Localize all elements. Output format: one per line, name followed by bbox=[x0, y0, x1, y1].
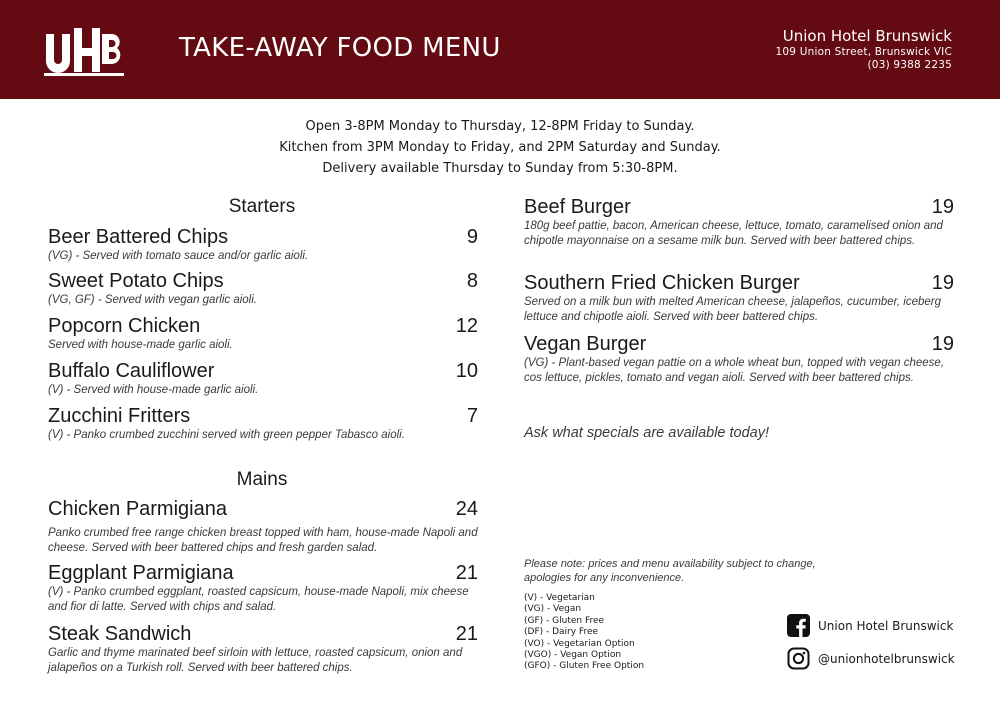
item-description: (VG) - Plant-based vegan pattie on a whole wheat bun, topped with vegan cheese, cos lettuce, pickles, tomato and vegan aioli. Served with beer battered chips. bbox=[524, 357, 945, 384]
item-name: Beer Battered Chips bbox=[48, 226, 229, 248]
mains-heading: Mains bbox=[236, 469, 288, 490]
item-name: Popcorn Chicken bbox=[48, 315, 201, 337]
instagram-icon bbox=[787, 647, 810, 670]
item-description: Served on a milk bun with melted American cheese, jalapeños, cucumber, iceberg lettuce and chipotle aioli. Served with beer battered chips. bbox=[524, 296, 941, 323]
item-price: 19 bbox=[931, 333, 954, 355]
item-description: 180g beef pattie, bacon, American cheese, lettuce, tomato, caramelised onion and chipotle mayonnaise on a sesame milk bun. Served with beer battered chips. bbox=[524, 220, 943, 247]
item-price: 21 bbox=[455, 623, 478, 645]
item-price: 8 bbox=[466, 270, 478, 292]
item-price: 10 bbox=[455, 360, 478, 382]
item-name: Sweet Potato Chips bbox=[48, 270, 224, 292]
venue-info bbox=[776, 26, 952, 72]
item-description: (VG, GF) - Served with vegan garlic aioli. bbox=[48, 294, 257, 306]
item-price: 21 bbox=[455, 562, 478, 584]
legend-item: (V) - Vegetarian bbox=[524, 593, 595, 603]
menu-item bbox=[48, 270, 478, 308]
item-description: (V) - Served with house-made garlic aioli. bbox=[48, 384, 259, 396]
item-name: Zucchini Fritters bbox=[48, 405, 191, 427]
legend-item: (VG) - Vegan bbox=[524, 604, 582, 615]
menu-item bbox=[48, 498, 478, 556]
uhb-logo bbox=[44, 28, 124, 78]
legend-item: (DF) - Dairy Free bbox=[524, 627, 599, 638]
item-description: Garlic and thyme marinated beef sirloin with lettuce, roasted capsicum, onion and jalapeños on a Turkish roll. Served with beer battered chips. bbox=[48, 647, 463, 674]
starters-heading: Starters bbox=[228, 196, 296, 217]
item-description: Panko crumbed free range chicken breast topped with ham, house-made Napoli and cheese. Served with beer battered chips and fresh garden salad. bbox=[48, 527, 478, 554]
item-price: 24 bbox=[455, 498, 478, 520]
price-disclaimer: Please note: prices and menu availability subject to change, apologies for any inconvenience. bbox=[524, 558, 816, 584]
dietary-legend bbox=[524, 593, 644, 673]
specials-note: Ask what specials are available today! bbox=[524, 425, 770, 441]
item-name: Steak Sandwich bbox=[48, 623, 192, 645]
menu-item bbox=[48, 315, 478, 353]
menu-item bbox=[524, 333, 954, 386]
facebook-label: Union Hotel Brunswick bbox=[818, 618, 954, 633]
item-description: (V) - Panko crumbed eggplant, roasted capsicum, house-made Napoli, mix cheese and fior di latte. Served with chips and salad. bbox=[48, 586, 469, 613]
item-name: Eggplant Parmigiana bbox=[48, 562, 234, 584]
menu-item bbox=[48, 226, 478, 264]
header-banner bbox=[0, 0, 1000, 99]
legend-item: (VO) - Vegetarian Option bbox=[524, 638, 635, 649]
venue-address: 109 Union Street, Brunswick VIC bbox=[775, 46, 952, 58]
item-price: 9 bbox=[466, 226, 478, 248]
menu-item bbox=[48, 623, 478, 676]
item-name: Buffalo Cauliflower bbox=[48, 360, 215, 382]
item-description: (VG) - Served with tomato sauce and/or garlic aioli. bbox=[48, 250, 309, 262]
menu-item bbox=[48, 360, 478, 398]
item-name: Beef Burger bbox=[524, 196, 631, 218]
legend-item: (GFO) - Gluten Free Option bbox=[524, 661, 645, 672]
menu-item bbox=[524, 272, 954, 325]
item-description: (V) - Panko crumbed zucchini served with green pepper Tabasco aioli. bbox=[48, 429, 405, 441]
opening-hours bbox=[0, 116, 1000, 179]
item-price: 7 bbox=[466, 405, 478, 427]
item-name: Vegan Burger bbox=[524, 333, 647, 355]
facebook-link[interactable] bbox=[787, 614, 953, 637]
hours-line: Kitchen from 3PM Monday to Friday, and 2PM Saturday and Sunday. bbox=[279, 140, 721, 155]
venue-phone: (03) 9388 2235 bbox=[867, 59, 952, 71]
venue-name: Union Hotel Brunswick bbox=[782, 27, 952, 45]
menu-item bbox=[524, 196, 954, 249]
menu-item bbox=[48, 562, 478, 615]
item-name: Southern Fried Chicken Burger bbox=[524, 272, 800, 294]
instagram-label: @unionhotelbrunswick bbox=[818, 651, 955, 666]
item-price: 19 bbox=[931, 272, 954, 294]
item-name: Chicken Parmigiana bbox=[48, 498, 227, 520]
facebook-icon bbox=[787, 614, 810, 637]
item-price: 12 bbox=[455, 315, 478, 337]
legend-item: (VGO) - Vegan Option bbox=[524, 650, 622, 661]
instagram-link[interactable] bbox=[787, 647, 955, 670]
hours-line: Delivery available Thursday to Sunday from 5:30-8PM. bbox=[322, 161, 678, 176]
item-description: Served with house-made garlic aioli. bbox=[48, 339, 233, 351]
menu-item bbox=[48, 405, 478, 443]
hours-line: Open 3-8PM Monday to Thursday, 12-8PM Friday to Sunday. bbox=[305, 119, 695, 134]
item-price: 19 bbox=[931, 196, 954, 218]
menu-title: TAKE-AWAY FOOD MENU bbox=[179, 33, 501, 63]
legend-item: (GF) - Gluten Free bbox=[524, 615, 605, 626]
